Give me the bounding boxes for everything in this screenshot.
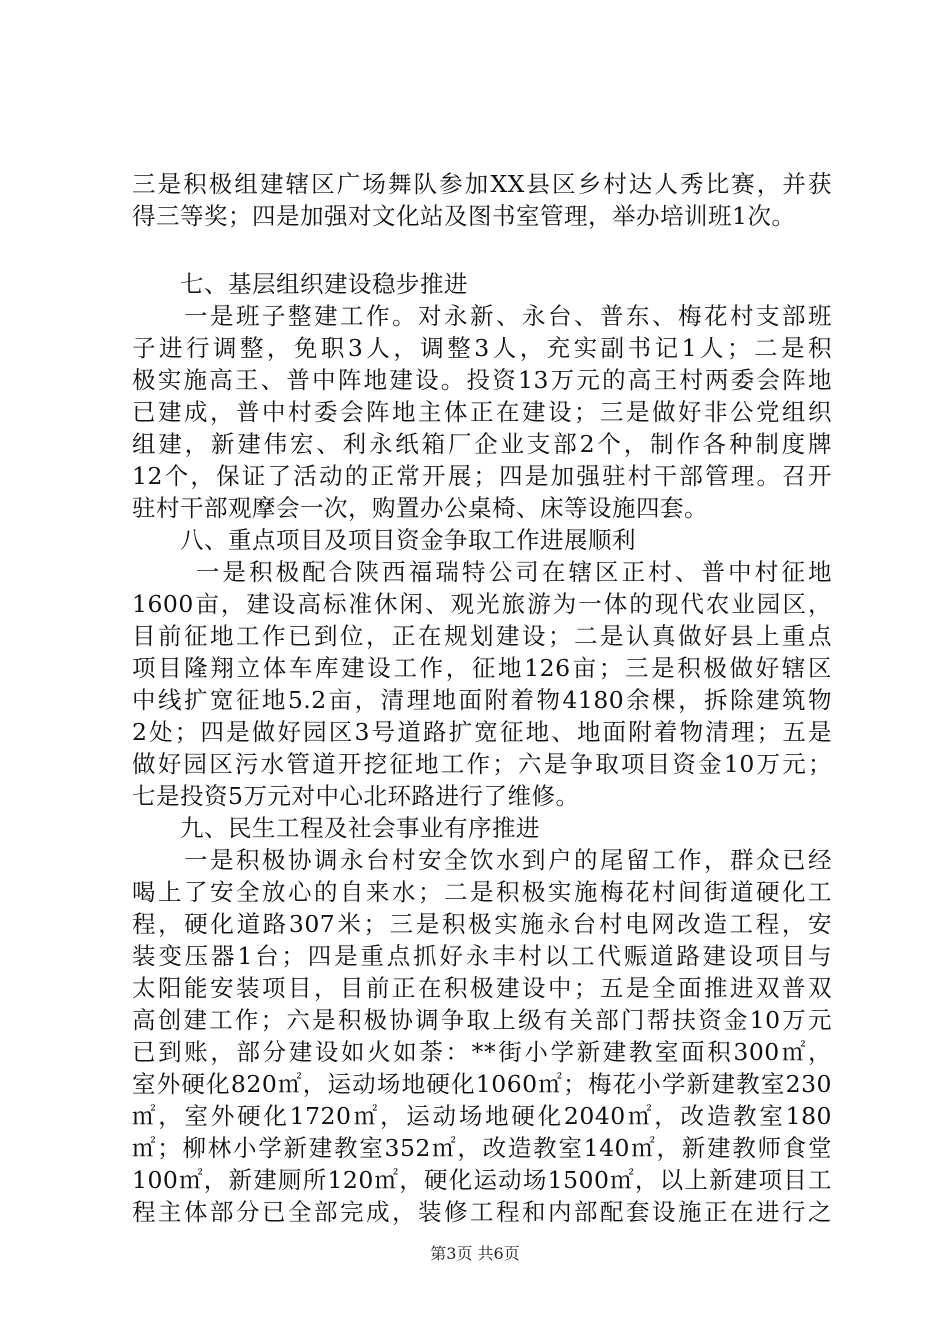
heading-line: 九、民生工程及社会事业有序推进 (132, 814, 540, 842)
text-line: 得三等奖；四是加强对文化站及图书室管理，举办培训班1次。 (132, 202, 796, 230)
section-heading (132, 268, 832, 300)
text-line: 一是积极协调永台村安全饮水到户的尾留工作，群众已经 (132, 846, 832, 874)
section-heading (132, 812, 832, 844)
text-line: 驻村干部观摩会一次，购置办公桌椅、床等设施四套。 (132, 494, 708, 522)
text-line: 12个，保证了活动的正常开展；四是加强驻村干部管理。召开 (132, 462, 832, 490)
text-line: 做好园区污水管道开挖征地工作；六是争取项目资金10万元； (132, 750, 832, 778)
text-line: 目前征地工作已到位，正在规划建设；二是认真做好县上重点 (132, 622, 832, 650)
text-line: ㎡，室外硬化1720㎡，运动场地硬化2040㎡，改造教室180 (132, 1102, 832, 1130)
text-line: 项目隆翔立体车库建设工作，征地126亩；三是积极做好辖区 (132, 654, 832, 682)
text-line: 七是投资5万元对中心北环路进行了维修。 (132, 782, 580, 810)
text-line: 程主体部分已全部完成，装修工程和内部配套设施正在进行之 (132, 1198, 832, 1226)
heading-line: 七、基层组织建设稳步推进 (132, 270, 468, 298)
section-heading (132, 524, 832, 556)
heading-line: 八、重点项目及项目资金争取工作进展顺利 (132, 526, 636, 554)
text-line: 已到账，部分建设如火如荼：**街小学新建教室面积300㎡， (132, 1038, 832, 1066)
paragraph-gap (132, 232, 832, 268)
text-line: 极实施高王、普中阵地建设。投资13万元的高王村两委会阵地 (132, 366, 832, 394)
text-line: 中线扩宽征地5.2亩，清理地面附着物4180余棵，拆除建筑物 (132, 686, 832, 714)
text-line: 室外硬化820㎡，运动场地硬化1060㎡；梅花小学新建教室230 (132, 1070, 832, 1098)
text-line: 太阳能安装项目，目前正在积极建设中；五是全面推进双普双 (132, 974, 832, 1002)
text-line: 程，硬化道路307米；三是积极实施永台村电网改造工程，安 (132, 910, 832, 938)
text-line: 一是积极配合陕西福瑞特公司在辖区正村、普中村征地 (132, 558, 832, 586)
text-line: 喝上了安全放心的自来水；二是积极实施梅花村间街道硬化工 (132, 878, 832, 906)
text-line: 1600亩，建设高标准休闲、观光旅游为一体的现代农业园区， (132, 590, 832, 618)
text-line: 高创建工作；六是积极协调争取上级有关部门帮扶资金10万元 (132, 1006, 832, 1034)
document-body (132, 168, 832, 1228)
paragraph (132, 168, 832, 232)
page-number: 第3页 共6页 (430, 1244, 520, 1263)
text-line: 一是班子整建工作。对永新、永台、普东、梅花村支部班 (132, 302, 832, 330)
text-line: 三是积极组建辖区广场舞队参加XX县区乡村达人秀比赛，并获 (132, 170, 832, 198)
paragraph (132, 556, 832, 812)
text-line: 已建成，普中村委会阵地主体正在建设；三是做好非公党组织 (132, 398, 832, 426)
text-line: 2处；四是做好园区3号道路扩宽征地、地面附着物清理；五是 (132, 718, 832, 746)
paragraph (132, 300, 832, 524)
text-line: 装变压器1台；四是重点抓好永丰村以工代赈道路建设项目与 (132, 942, 832, 970)
text-line: ㎡；柳林小学新建教室352㎡，改造教室140㎡，新建教师食堂 (132, 1134, 832, 1162)
paragraph (132, 844, 832, 1228)
text-line: 子进行调整，免职3人，调整3人，充实副书记1人；二是积 (132, 334, 832, 362)
text-line: 100㎡，新建厕所120㎡，硬化运动场1500㎡，以上新建项目工 (132, 1166, 832, 1194)
text-line: 组建，新建伟宏、利永纸箱厂企业支部2个，制作各种制度牌 (132, 430, 832, 458)
